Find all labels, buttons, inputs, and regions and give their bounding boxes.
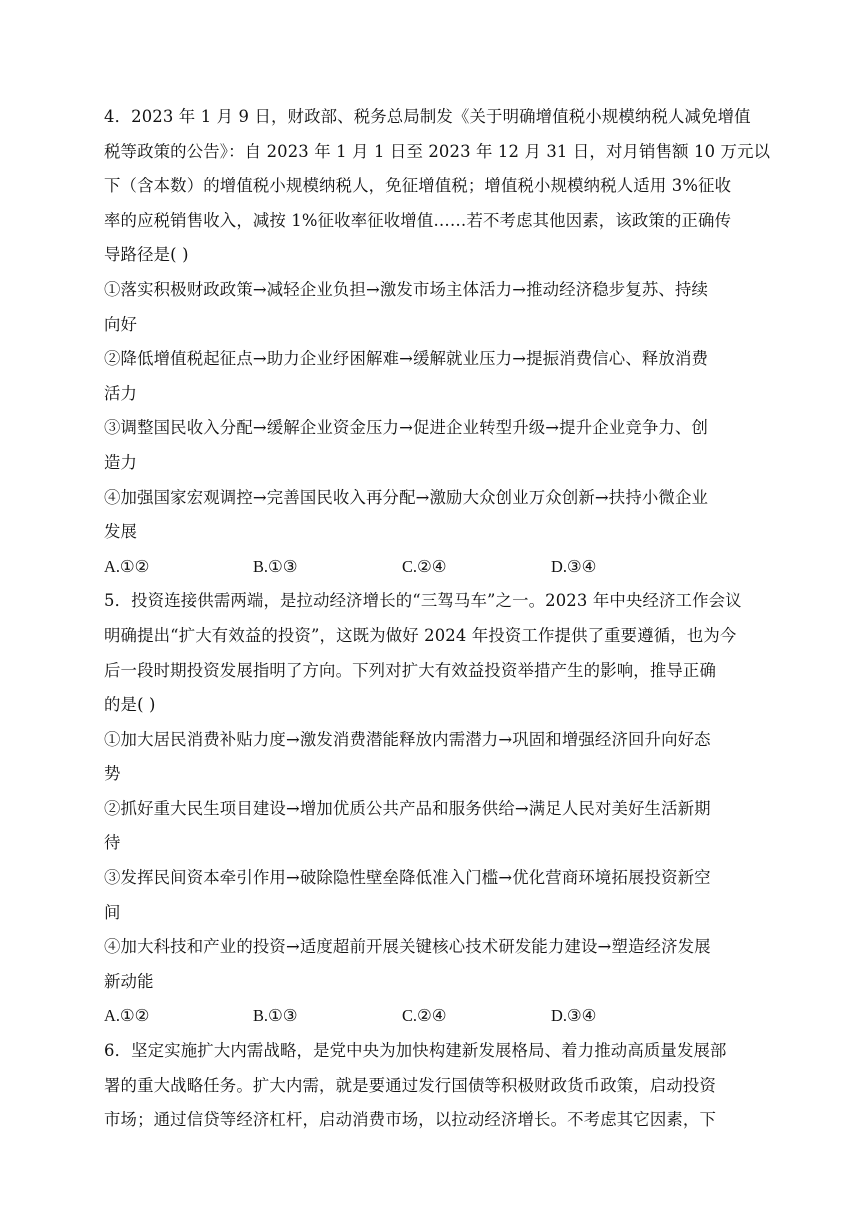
question-5-statement-2 (104, 792, 764, 861)
question-5-statement-4 (104, 930, 764, 999)
option-b: B.①③ (253, 1006, 298, 1026)
question-4-statement-2 (104, 342, 764, 411)
question-4-statement-4 (104, 481, 764, 550)
exam-page (104, 100, 771, 1138)
question-4-options (104, 550, 764, 585)
option-c: C.②④ (402, 556, 447, 576)
question-4-stem-line: 率的应税销售收入，减按 1%征收率征收增值……若不考虑其他因素，该政策的正确传 (104, 210, 732, 230)
option-a: A.①② (104, 556, 150, 576)
statement-line: 发展 (104, 522, 138, 542)
question-5-stem-line: 明确提出“扩大有效益的投资”，这既为做好 2024 年投资工作提供了重要遵循，也为今 (104, 625, 737, 645)
statement-line: ③发挥民间资本牵引作用→破除隐性壁垒降低准入门槛→优化营商环境拓展投资新空 (104, 868, 711, 888)
question-5-stem-line: 的是( ) (104, 695, 156, 715)
question-4-stem-line: 4．2023 年 1 月 9 日，财政部、税务总局制发《关于明确增值税小规模纳税人减免增值 (104, 107, 751, 126)
question-4-stem-line: 税等政策的公告》：自 2023 年 1 月 1 日至 2023 年 12 月 31 日，对月销售额 10 万元以 (104, 141, 771, 161)
statement-line: ①落实积极财政政策→减轻企业负担→激发市场主体活力→推动经济稳步复苏、持续 (104, 279, 709, 299)
option-c: C.②④ (402, 1006, 447, 1026)
question-5-statement-3 (104, 861, 764, 930)
statement-line: 新动能 (104, 971, 154, 991)
question-4-stem-line: 导路径是( ) (104, 245, 189, 265)
question-4-stem-line: 下（含本数）的增值税小规模纳税人，免征增值税；增值税小规模纳税人适用 3%征收 (104, 176, 732, 196)
question-5-statement-1 (104, 723, 764, 792)
statement-line: 待 (104, 833, 121, 853)
statement-line: 造力 (104, 452, 138, 472)
statement-line: 间 (104, 902, 121, 922)
question-4 (104, 100, 771, 584)
statement-line: 势 (104, 764, 121, 784)
question-6-stem-line: 6．坚定实施扩大内需战略，是党中央为加快构建新发展格局、着力推动高质量发展部 (104, 1041, 727, 1061)
statement-line: 活力 (104, 383, 138, 403)
option-d: D.③④ (551, 556, 597, 576)
question-4-statement-1 (104, 273, 764, 342)
question-5 (104, 584, 764, 1034)
statement-line: ④加大科技和产业的投资→适度超前开展关键核心技术研发能力建设→塑造经济发展 (104, 937, 711, 957)
question-5-stem-line: 5．投资连接供需两端，是拉动经济增长的“三驾马车”之一。2023 年中央经济工作会议 (104, 591, 742, 611)
option-d: D.③④ (551, 1006, 597, 1026)
question-5-options (104, 999, 764, 1034)
statement-line: ②抓好重大民生项目建设→增加优质公共产品和服务供给→满足人民对美好生活新期 (104, 798, 711, 818)
question-6 (104, 1034, 764, 1138)
option-a: A.①② (104, 1006, 150, 1026)
statement-line: 向好 (104, 314, 138, 334)
question-5-stem-line: 后一段时期投资发展指明了方向。下列对扩大有效益投资举措产生的影响，推导正确 (104, 660, 717, 680)
question-6-stem-line: 市场；通过信贷等经济杠杆，启动消费市场，以拉动经济增长。不考虑其它因素，下 (104, 1110, 717, 1130)
question-4-statement-3 (104, 411, 764, 480)
question-6-stem-line: 署的重大战略任务。扩大内需，就是要通过发行国债等积极财政货币政策，启动投资 (104, 1075, 717, 1095)
statement-line: ③调整国民收入分配→缓解企业资金压力→促进企业转型升级→提升企业竞争力、创 (104, 418, 709, 438)
option-b: B.①③ (253, 556, 298, 576)
statement-line: ④加强国家宏观调控→完善国民收入再分配→激励大众创业万众创新→扶持小微企业 (104, 487, 709, 507)
statement-line: ①加大居民消费补贴力度→激发消费潜能释放内需潜力→巩固和增强经济回升向好态 (104, 729, 711, 749)
statement-line: ②降低增值税起征点→助力企业纾困解难→缓解就业压力→提振消费信心、释放消费 (104, 349, 709, 369)
